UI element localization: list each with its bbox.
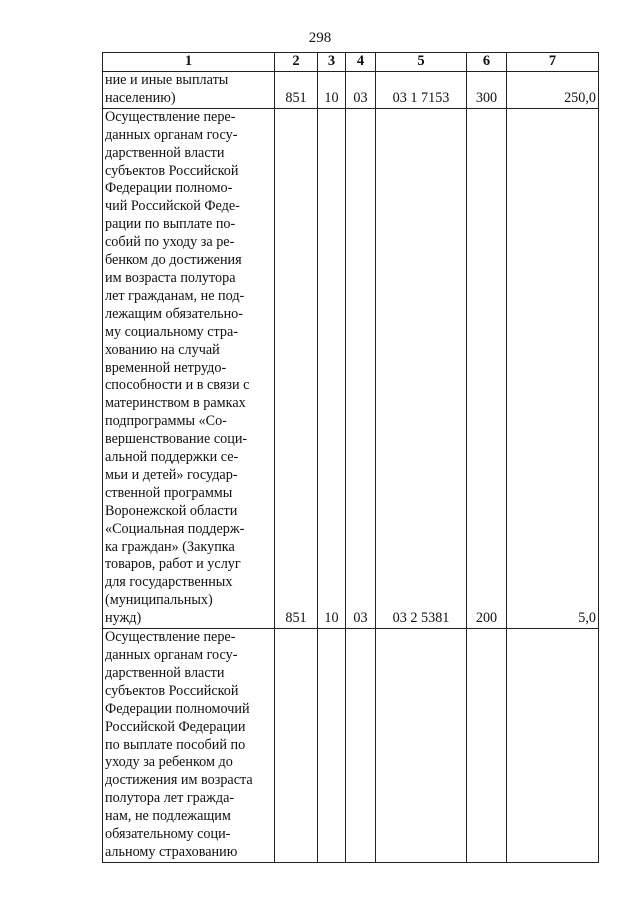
table-row — [103, 108, 599, 628]
table-row — [103, 629, 599, 863]
column-header: 7 — [507, 53, 599, 72]
target-article-code — [376, 629, 467, 863]
amount-value: 5,0 — [507, 108, 599, 628]
target-article-code: 03 2 5381 — [376, 108, 467, 628]
target-article-code: 03 1 7153 — [376, 72, 467, 109]
column-header: 3 — [318, 53, 346, 72]
row-description: Осуществление пере- данных органам госу- дарственной власти субъектов Российской Федерации полномо- чий Российской Феде- рации по выплате по- собий по уходу за ре- бенком до достижения им возраста полутора лет гражданам, не под- лежащим обязательно- му социальному стра- хованию на случай временной нетрудо- способности и в связи с материнством в рамках подпрограммы «Со- вершенствование соци- альной поддержки се- мьи и детей» государ- ственной программы Воронежской области «Социальная поддерж- ка граждан» (Закупка товаров, работ и услуг для государственных (муниципальных) нужд) — [103, 108, 275, 628]
amount-value — [507, 629, 599, 863]
expense-type-code: 300 — [467, 72, 507, 109]
subsection-code: 03 — [346, 108, 376, 628]
ministry-code — [275, 629, 318, 863]
column-header: 6 — [467, 53, 507, 72]
ministry-code: 851 — [275, 72, 318, 109]
ministry-code: 851 — [275, 108, 318, 628]
row-description: Осуществление пере- данных органам госу- дарственной власти субъектов Российской Федерации полномочий Российской Федерации по выплате пособий по уходу за ребенком до достижения им возраста полутора лет гражда- нам, не подлежащим обязательному соци- альному страхованию — [103, 629, 275, 863]
row-description: ние и иные выплаты населению) — [103, 72, 275, 109]
page-number: 298 — [308, 30, 332, 46]
column-header: 5 — [376, 53, 467, 72]
expense-type-code — [467, 629, 507, 863]
column-header: 2 — [275, 53, 318, 72]
subsection-code — [346, 629, 376, 863]
table-header-row — [103, 53, 599, 72]
table-row — [103, 72, 599, 109]
subsection-code: 03 — [346, 72, 376, 109]
section-code: 10 — [318, 72, 346, 109]
section-code — [318, 629, 346, 863]
budget-table — [102, 52, 599, 863]
column-header: 4 — [346, 53, 376, 72]
expense-type-code: 200 — [467, 108, 507, 628]
section-code: 10 — [318, 108, 346, 628]
column-header: 1 — [103, 53, 275, 72]
amount-value: 250,0 — [507, 72, 599, 109]
